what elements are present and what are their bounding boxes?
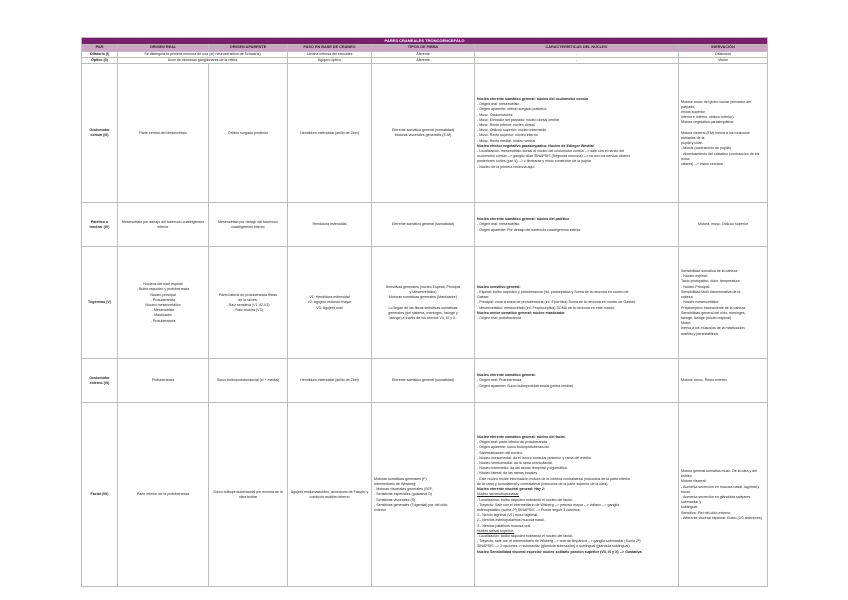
cell-line: - Núcleo espinal: xyxy=(681,274,708,279)
cell-line: - Localización: bulbo raquídeo rodeando el núcleo del facial. xyxy=(477,533,573,538)
cell-line: sublingual. xyxy=(681,505,699,510)
cell-line: Motora: musc del globo ocular (elevador del párpado, xyxy=(681,99,751,109)
cell-line: cabeza xyxy=(681,295,693,300)
cell-line: generales (del sistema, meninges, faringe y xyxy=(388,310,458,315)
cell-line: - Localización: bulbo raquídeo rodeando el núcleo del facial. xyxy=(477,497,573,502)
cell-paso: Agujero estilomastoideo, acueducto de Falopio y conducto auditivo interno xyxy=(288,403,372,587)
cell-line: - Mesencefálico: mesencéfalo (inf. Propioceptiva) SOMA de la neurona en este núcleo. xyxy=(477,305,616,310)
cell-line: - Protuberancia xyxy=(150,297,176,302)
cell-line: - Trayecto: Sale con el intermediario de Wisberg --> petroso mayor --> vidiano --> ganglio xyxy=(477,502,620,507)
cell-line: - Raíz motora (V3) xyxy=(233,308,263,313)
cell-line: Núcleo Sensibilidad visceral especial: núcleo solitario porción superior (VII, IX y X) --> Gustativa xyxy=(477,549,642,554)
row-trigemino xyxy=(82,247,768,359)
cell-line: 1.- Nervio lagrimal (V1) musc lagrimal. xyxy=(477,513,539,518)
cell-origen-real: Axón de neuronas ganglionares de la retina xyxy=(118,58,288,64)
cell-line: V2: Agujero redondo mayor xyxy=(307,300,352,305)
cell-inervacion xyxy=(679,403,768,587)
cell-line: - Origen aparente: Por debajo del tubérculo cuadrigémino inferior xyxy=(477,227,581,232)
cell-line: - Sistematización del núcleo: xyxy=(477,450,523,455)
cell-line: Sensibilidad somática de la cabeza: xyxy=(681,269,739,274)
cell-line: de la cara) y homolateral y contralateral (músculos de la parte superior de la cara). xyxy=(477,481,609,486)
cell-line: - Musc. Oblicuo superior: núcleo intermedio xyxy=(477,128,547,133)
cell-line: - Musc. Recto superior: núcleo interno xyxy=(477,133,538,138)
row-oculomotor xyxy=(82,64,768,203)
cell-line: - Bulbo raquídeo y protuberancia xyxy=(136,287,190,292)
cell-line: Núcleo principal xyxy=(150,292,176,297)
cell-nucleo xyxy=(475,359,679,403)
cell-line: Núcleo efector vegetativo parasimpático: Núcleo de Edinger Westfal xyxy=(477,143,594,148)
cell-line: Núcleo eferente somático general: xyxy=(477,373,536,378)
cell-inervacion xyxy=(679,247,768,359)
cell-paso: Hendidura esfenoidal xyxy=(288,203,372,247)
cell-line: - Núcleo ventromedial: da la rama cérvicofacial. xyxy=(477,461,553,466)
cell-origen-real xyxy=(118,247,209,359)
cell-line: Sensibilidad táctil discriminativa de la xyxy=(681,289,741,294)
cell-paso: Agujero óptico xyxy=(288,58,372,64)
cell-line: - Miosis (contracción de pupila) xyxy=(681,146,731,151)
cell-line: ciliares) --> visión cercana xyxy=(681,162,723,167)
header-origen-real: ORIGEN REAL xyxy=(118,45,209,52)
header-fibra: TIPOS DE FIBRA xyxy=(372,45,475,52)
cell-nucleo: - xyxy=(475,58,679,64)
header-row xyxy=(82,45,768,52)
cell-line: - Sensitivas viscerales (S) xyxy=(374,497,416,502)
cell-line: Núcleos del tract espinal xyxy=(143,282,183,287)
cell-line: Sensitiva: Piel del oído externo xyxy=(681,510,731,515)
cell-line: posteriores cortos (par V) --> c ilindrarse y musc constrictor de la pupila xyxy=(477,159,591,164)
cell-line: Núcleo motor somático general: núcleo masticador xyxy=(477,310,565,315)
cell-line: Motor: xyxy=(681,321,692,326)
cell-line: - Núcleo lateral: da las ramas bucales. xyxy=(477,471,539,476)
cell-fibra xyxy=(372,247,475,359)
cell-inervacion: Visión xyxy=(679,58,768,64)
cell-line: - Mesencéfalo xyxy=(151,308,175,313)
cell-line: externo xyxy=(374,507,386,512)
cell-line: 2.- Nervios esfenopalatinos mucosa nasal. xyxy=(477,518,545,523)
cell-line: Núcleo eferente somático general: núcleo del facial. xyxy=(477,435,566,440)
cell-line: Motora: musc. Recto externo xyxy=(681,378,728,383)
title-row xyxy=(82,38,768,45)
cell-origen-real: Se distinguía la primera neurona de una (el) neurosensitiva de Schwartz) xyxy=(118,52,288,58)
cell-line: Sensitivas generales (núcleo Espinal, Principal xyxy=(385,284,461,289)
cell-line: - Protuberancia xyxy=(150,318,176,323)
cell-fibra xyxy=(372,359,475,403)
cell-line: Núcleo salival superior: xyxy=(477,528,515,533)
cell-par: Facial (VII) xyxy=(82,403,118,587)
header-origen-aparente: ORIGEN APARENTE xyxy=(209,45,288,52)
cell-par: Oculomotor externo (VI) xyxy=(82,359,118,403)
cell-inervacion xyxy=(679,64,768,203)
cell-origen-aparente xyxy=(209,247,288,359)
cell-origen-real: Mesencéfalo por debajo del tubérculo cuadrigémino inferior xyxy=(118,203,209,247)
row-abducens xyxy=(82,359,768,403)
cell-paso: Lámina cribosa del etmoides xyxy=(288,52,372,58)
cell-line: - Aumenta secreción en glándulas salivares submaxilar y xyxy=(681,494,751,505)
cell-line: - Origen real: mesencéfalo xyxy=(477,102,520,107)
cell-line: Masticador xyxy=(154,313,172,318)
cell-origen-real: Parte inferior de la protuberancia xyxy=(118,403,209,587)
cell-line: Tacto protopático, dolor, temperatura xyxy=(681,279,740,284)
cell-origen-aparente: Surco bulboprotuberancial (cl + medial) xyxy=(209,359,288,403)
cranial-nerves-sheet xyxy=(81,37,767,587)
cranial-nerves-table xyxy=(81,37,768,587)
cell-par: Olfatorio (I) xyxy=(82,52,118,58)
cell-fibra xyxy=(372,403,475,587)
header-inervacion: INERVACIÓN xyxy=(679,45,768,52)
cell-line: Propioceptivo inconsciente de la cabeza xyxy=(681,305,746,310)
cell-line: - Origen real: protuberancia xyxy=(477,315,521,320)
cell-line: - Musc. Recto medial: núcleo ventral xyxy=(477,138,536,143)
cell-line: Motora visceral (EM) inerva a los músculos estriados de la xyxy=(681,130,750,140)
cell-line: faringe, laringe (núcleo espinal) xyxy=(681,315,732,320)
cell-line: - Núcleo dorsomedial: da el tronco auricular posterior y rama del estribo. xyxy=(477,455,593,460)
cell-line: V1: Hendidura esfenoidal xyxy=(309,295,350,300)
row-facial xyxy=(82,403,768,587)
cell-line: Lo llegan de las fibras sensitivas somáticas xyxy=(388,305,458,310)
cell-line: - Abombamiento del cristalino (contracción de los musc xyxy=(681,151,760,161)
cell-par: Trigémino (V) xyxy=(82,247,118,359)
cell-par: Óptico (II) xyxy=(82,58,118,64)
cell-line: - Este núcleo recibe información motora de la corteza contralateral (músculos de la parte inferior xyxy=(477,476,631,481)
row-pateticos xyxy=(82,203,768,247)
cell-line: V3: Agujero oval xyxy=(316,305,343,310)
cell-line: Eferente somático general (somatidad) xyxy=(392,128,454,133)
cell-line: - Musc. Elevador del párpado: núcleo dorsal central xyxy=(477,117,560,122)
cell-nucleo xyxy=(475,64,679,203)
cell-line: SINAPSIS --> 2 opciones: n submaxilar (glándula submaxilar) o sublingual (glándula sublingual) xyxy=(477,544,630,549)
cell-line: Núcleo sensitivo general: xyxy=(477,284,521,289)
cell-line: Núcleo eferente visceral general: Hay 2: xyxy=(477,487,546,492)
cell-paso xyxy=(288,247,372,359)
cell-line: Inerva a los músculos de la masticación, xyxy=(681,326,746,331)
cell-line: 3.- Nervios palatinos mucosa oral. xyxy=(477,523,532,528)
cell-line: inferior e interno, oblicuo inferior) xyxy=(681,115,734,120)
cell-nucleo: - xyxy=(475,52,679,58)
cell-line: - Raíz sensitiva (V1,V2,V3) xyxy=(226,302,270,307)
cell-line: - Espinal: bulbo raquídeo y protuberancia (inf. protoepática y Sorna de la neurona en núcleo de xyxy=(477,289,629,294)
cell-line: y Mesencefálico) xyxy=(409,289,437,294)
cell-origen-aparente: Orificio surgado posterior xyxy=(209,64,288,203)
cell-line: Motora vegetativa parasimpática: xyxy=(681,120,734,125)
cell-line: Eferente somático general (somatidad) xyxy=(392,378,454,383)
cell-par: Patético o troclear (IV) xyxy=(82,203,118,247)
cell-paso: Hendidura esfenoidal (anillo de Zinn) xyxy=(288,64,372,203)
cell-fibra xyxy=(372,64,475,203)
cell-line: Núcleo mesencefálico xyxy=(145,302,181,307)
cell-line: - Aumenta secreción en mucosa nasal, lagrimal y bucal. xyxy=(681,484,760,494)
cell-line: rectos superior, xyxy=(681,109,706,114)
cell-line: Núcleo eferente somático general: núcleo del oculomotor común xyxy=(477,96,589,101)
cell-line: Eferente somático general (somatidad) xyxy=(392,222,454,227)
cell-line: Intermediario de Wrisberg: xyxy=(374,481,417,486)
cell-line: Pared lateral de protuberancia fibras xyxy=(218,292,278,297)
cell-line: - Núcleo Principal: xyxy=(681,284,711,289)
cell-line: Motora general somática musc. De la cara y del estribo xyxy=(681,468,758,479)
cell-line: pupila y ciliar: xyxy=(681,141,703,146)
cell-fibra xyxy=(372,203,475,247)
cell-nucleo xyxy=(475,403,679,587)
cell-line: - Sensitivas especiales (gustativa D) xyxy=(374,492,432,497)
cell-line: Sensibilidad general del oído, meninges, xyxy=(681,310,746,315)
cell-nucleo xyxy=(475,203,679,247)
cell-line: oculomotor común --> ganglio ciliar SINAPSIS (Segunda neurona) --> va con los nervios ciliares xyxy=(477,154,631,159)
cell-line: Núcleo eferente somático general: núcleo del patético xyxy=(477,217,570,222)
cell-line: - Origen real: parte inferior de protuberancia xyxy=(477,440,548,445)
cell-fibra: Aferente xyxy=(372,52,475,58)
cell-line: Motora visceral: xyxy=(681,479,707,484)
cell-origen-aparente: Surco bulboprotuberancial por encima de la oliva bulbar xyxy=(209,403,288,587)
cell-line: - Trayecto: sale con el intermediario de Wisberg --> cuerda timpánica --> ganglio submaxilar (Soma 2ª) xyxy=(477,539,641,544)
cell-origen-aparente: Mesencéfalo por debajo del tubérculo cuadrigémino inferior xyxy=(209,203,288,247)
cell-line: - Sensitivas generales (Trigemial) por del oído xyxy=(374,502,448,507)
cell-origen-real: Protuberancia xyxy=(118,359,209,403)
cell-paso: Hendidura esfenoidal (anillo de Zinn) xyxy=(288,359,372,403)
cell-line: - Localización: mesencéfalo dorsal al núcleo del oculomotor común --> sale con el nervio del xyxy=(477,149,625,154)
header-nucleo: CARACTERÍSTICAS DEL NÚCLEO xyxy=(475,45,679,52)
cell-line: Motoras somáticas generales (Masticador) xyxy=(389,295,457,300)
cell-line: Motoras viscerales generales (E-M) xyxy=(394,133,452,138)
cell-line: - Núcleo de la primera neurona aquí xyxy=(477,164,535,169)
cell-line: - Motoras viscerales generales (SEF, xyxy=(374,487,433,492)
cell-inervacion xyxy=(679,203,768,247)
cell-line: de la raíces: xyxy=(238,297,258,302)
cell-line: Motora: musc. Oblicuo superior xyxy=(698,222,748,227)
header-paso: PASO EN BASE DE CRÁNEO xyxy=(288,45,372,52)
cell-line: - Musc. Recto inferior: núcleo dorsal xyxy=(477,123,535,127)
cell-origen-real: Parte central del Mesencéfalo xyxy=(118,64,209,203)
cell-line: - Origen aparente: surco bulboprotuberancial xyxy=(477,445,549,450)
cell-line: Gasser. xyxy=(477,295,490,300)
cell-line: - Musc. Oculomotores: xyxy=(477,112,514,117)
cell-line: - Núcleo mesencefálico: xyxy=(681,300,720,305)
cell-inervacion xyxy=(679,359,768,403)
cell-fibra: Aferente xyxy=(372,58,475,64)
cell-line: - Núcleo intermedio: da las ramas temporal y cigomática. xyxy=(477,466,568,471)
table-title: PARES CRANEALES TRONCOENCEFÁLO xyxy=(82,38,768,45)
cell-line: laringe) a través de los nervios VII, IX y X. xyxy=(389,315,457,320)
cell-line: - Origen aparente: Surco bulboprotuberancial (prima medial) xyxy=(477,383,574,388)
cell-nucleo xyxy=(475,247,679,359)
cell-line: - Origen aparente: orificio surgado posterior. xyxy=(477,107,548,112)
cell-line: martillo y periestafilinos xyxy=(681,331,719,336)
cell-line: - Origen real: mesencéfalo xyxy=(477,222,520,227)
cell-line: - Afferente visceral especial: Gusto (2/3 anteriores) xyxy=(681,515,762,520)
cell-line: Motoras somáticas generales (F) xyxy=(374,476,427,481)
cell-line: - Principal: zona craneal de protuberancia (inf. Epicrítica) Soma de la neurona en núcleo de Gasser. xyxy=(477,300,636,305)
cell-line: Núcleo lacrimomuconasal: xyxy=(477,492,520,497)
header-par: PAR xyxy=(82,45,118,52)
cell-line: esfenopalatino (soma 2ª) SINAPSIS --> Puede seguir 3 caminos: xyxy=(477,507,581,512)
cell-inervacion: Olfatoción xyxy=(679,52,768,58)
cell-line: - Origen real: Protuberancia xyxy=(477,378,522,383)
cell-par: Oculomotor común (III) xyxy=(82,64,118,203)
